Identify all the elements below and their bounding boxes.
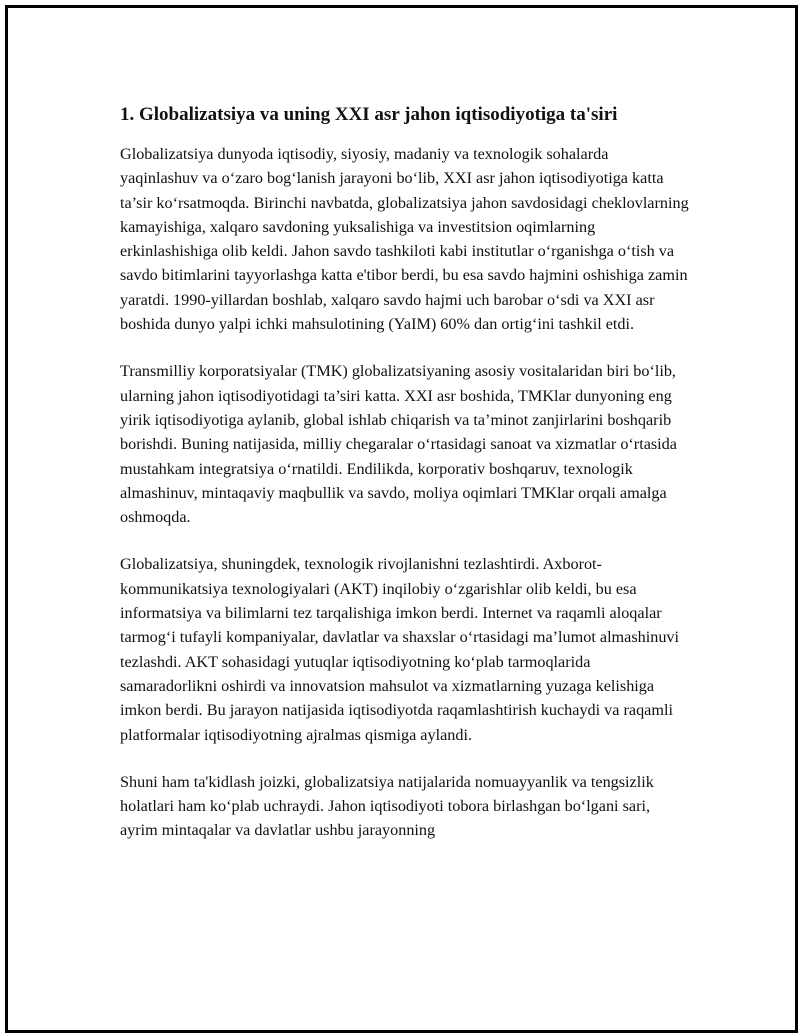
paragraph-technology: Globalizatsiya, shuningdek, texnologik rivojlanishni tezlashtirdi. Axborot-kommunikatsiya texnologiyalari (AKT) inqilobiy o‘zgarishlar olib keldi, bu esa informatsiya va bilimlarni tez tarqalishiga imkon berdi. Internet va raqamli aloqalar tarmog‘i tufayli kompaniyalar, davlatlar va shaxslar o‘rtasidagi ma’lumot almashinuvi tezlashdi. AKT sohasidagi yutuqlar iqtisodiyotning ko‘plab tarmoqlarida samaradorlikni oshirdi va innovatsion mahsulot va xizmatlarning yuzaga kelishiga imkon berdi. Bu jarayon natijasida iqtisodiyotda raqamlashtirish kuchaydi va raqamli platformalar iqtisodiyotning ajralmas qismiga aylandi. (120, 555, 680, 744)
document-title: 1. Globalizatsiya va uning XXI asr jahon iqtisodiyotiga ta'siri (120, 104, 618, 125)
document-body (120, 102, 690, 866)
document-page (5, 5, 798, 1033)
paragraph-transnational-corporations: Transmilliy korporatsiyalar (TMK) globalizatsiyaning asosiy vositalaridan biri bo‘lib, ularning jahon iqtisodiyotidagi ta’siri katta. XXI asr boshida, TMKlar dunyoning eng yirik iqtisodiyotiga aylanib, global ishlab chiqarish va ta’minot zanjirlarini boshqarib borishdi. Buning natijasida, milliy chegaralar o‘rtasidagi sanoat va xizmatlar o‘rtasida mustahkam integratsiya o‘rnatildi. Endilikda, korporativ boshqaruv, texnologik almashinuv, mintaqaviy maqbullik va savdo, moliya oqimlari TMKlar orqali amalga oshmoqda. (120, 362, 677, 527)
paragraph-globalization-intro: Globalizatsiya dunyoda iqtisodiy, siyosiy, madaniy va texnologik sohalarda yaqinlashuv va o‘zaro bog‘lanish jarayoni bo‘lib, XXI asr jahon iqtisodiyotiga katta ta’sir ko‘rsatmoqda. Birinchi navbatda, globalizatsiya jahon savdosidagi cheklovlarning kamayishiga, xalqaro savdoning yuksalishiga va investitsion oqimlarning erkinlashishiga olib keldi. Jahon savdo tashkiloti kabi institutlar o‘rganishga o‘tish va savdo bitimlarini tayyorlashga katta e'tibor berdi, bu esa savdo hajmini oshishiga zamin yaratdi. 1990-yillardan boshlab, xalqaro savdo hajmi uch barobar o‘sdi va XXI asr boshida dunyo yalpi ichki mahsulotining (YaIM) 60% dan ortig‘ini tashkil etdi. (120, 145, 689, 334)
paragraph-inequality: Shuni ham ta'kidlash joizki, globalizatsiya natijalarida nomuayyanlik va tengsizlik holatlari ham ko‘plab uchraydi. Jahon iqtisodiyoti tobora birlashgan bo‘lgani sari, ayrim mintaqalar va davlatlar ushbu jarayonning (120, 772, 654, 840)
